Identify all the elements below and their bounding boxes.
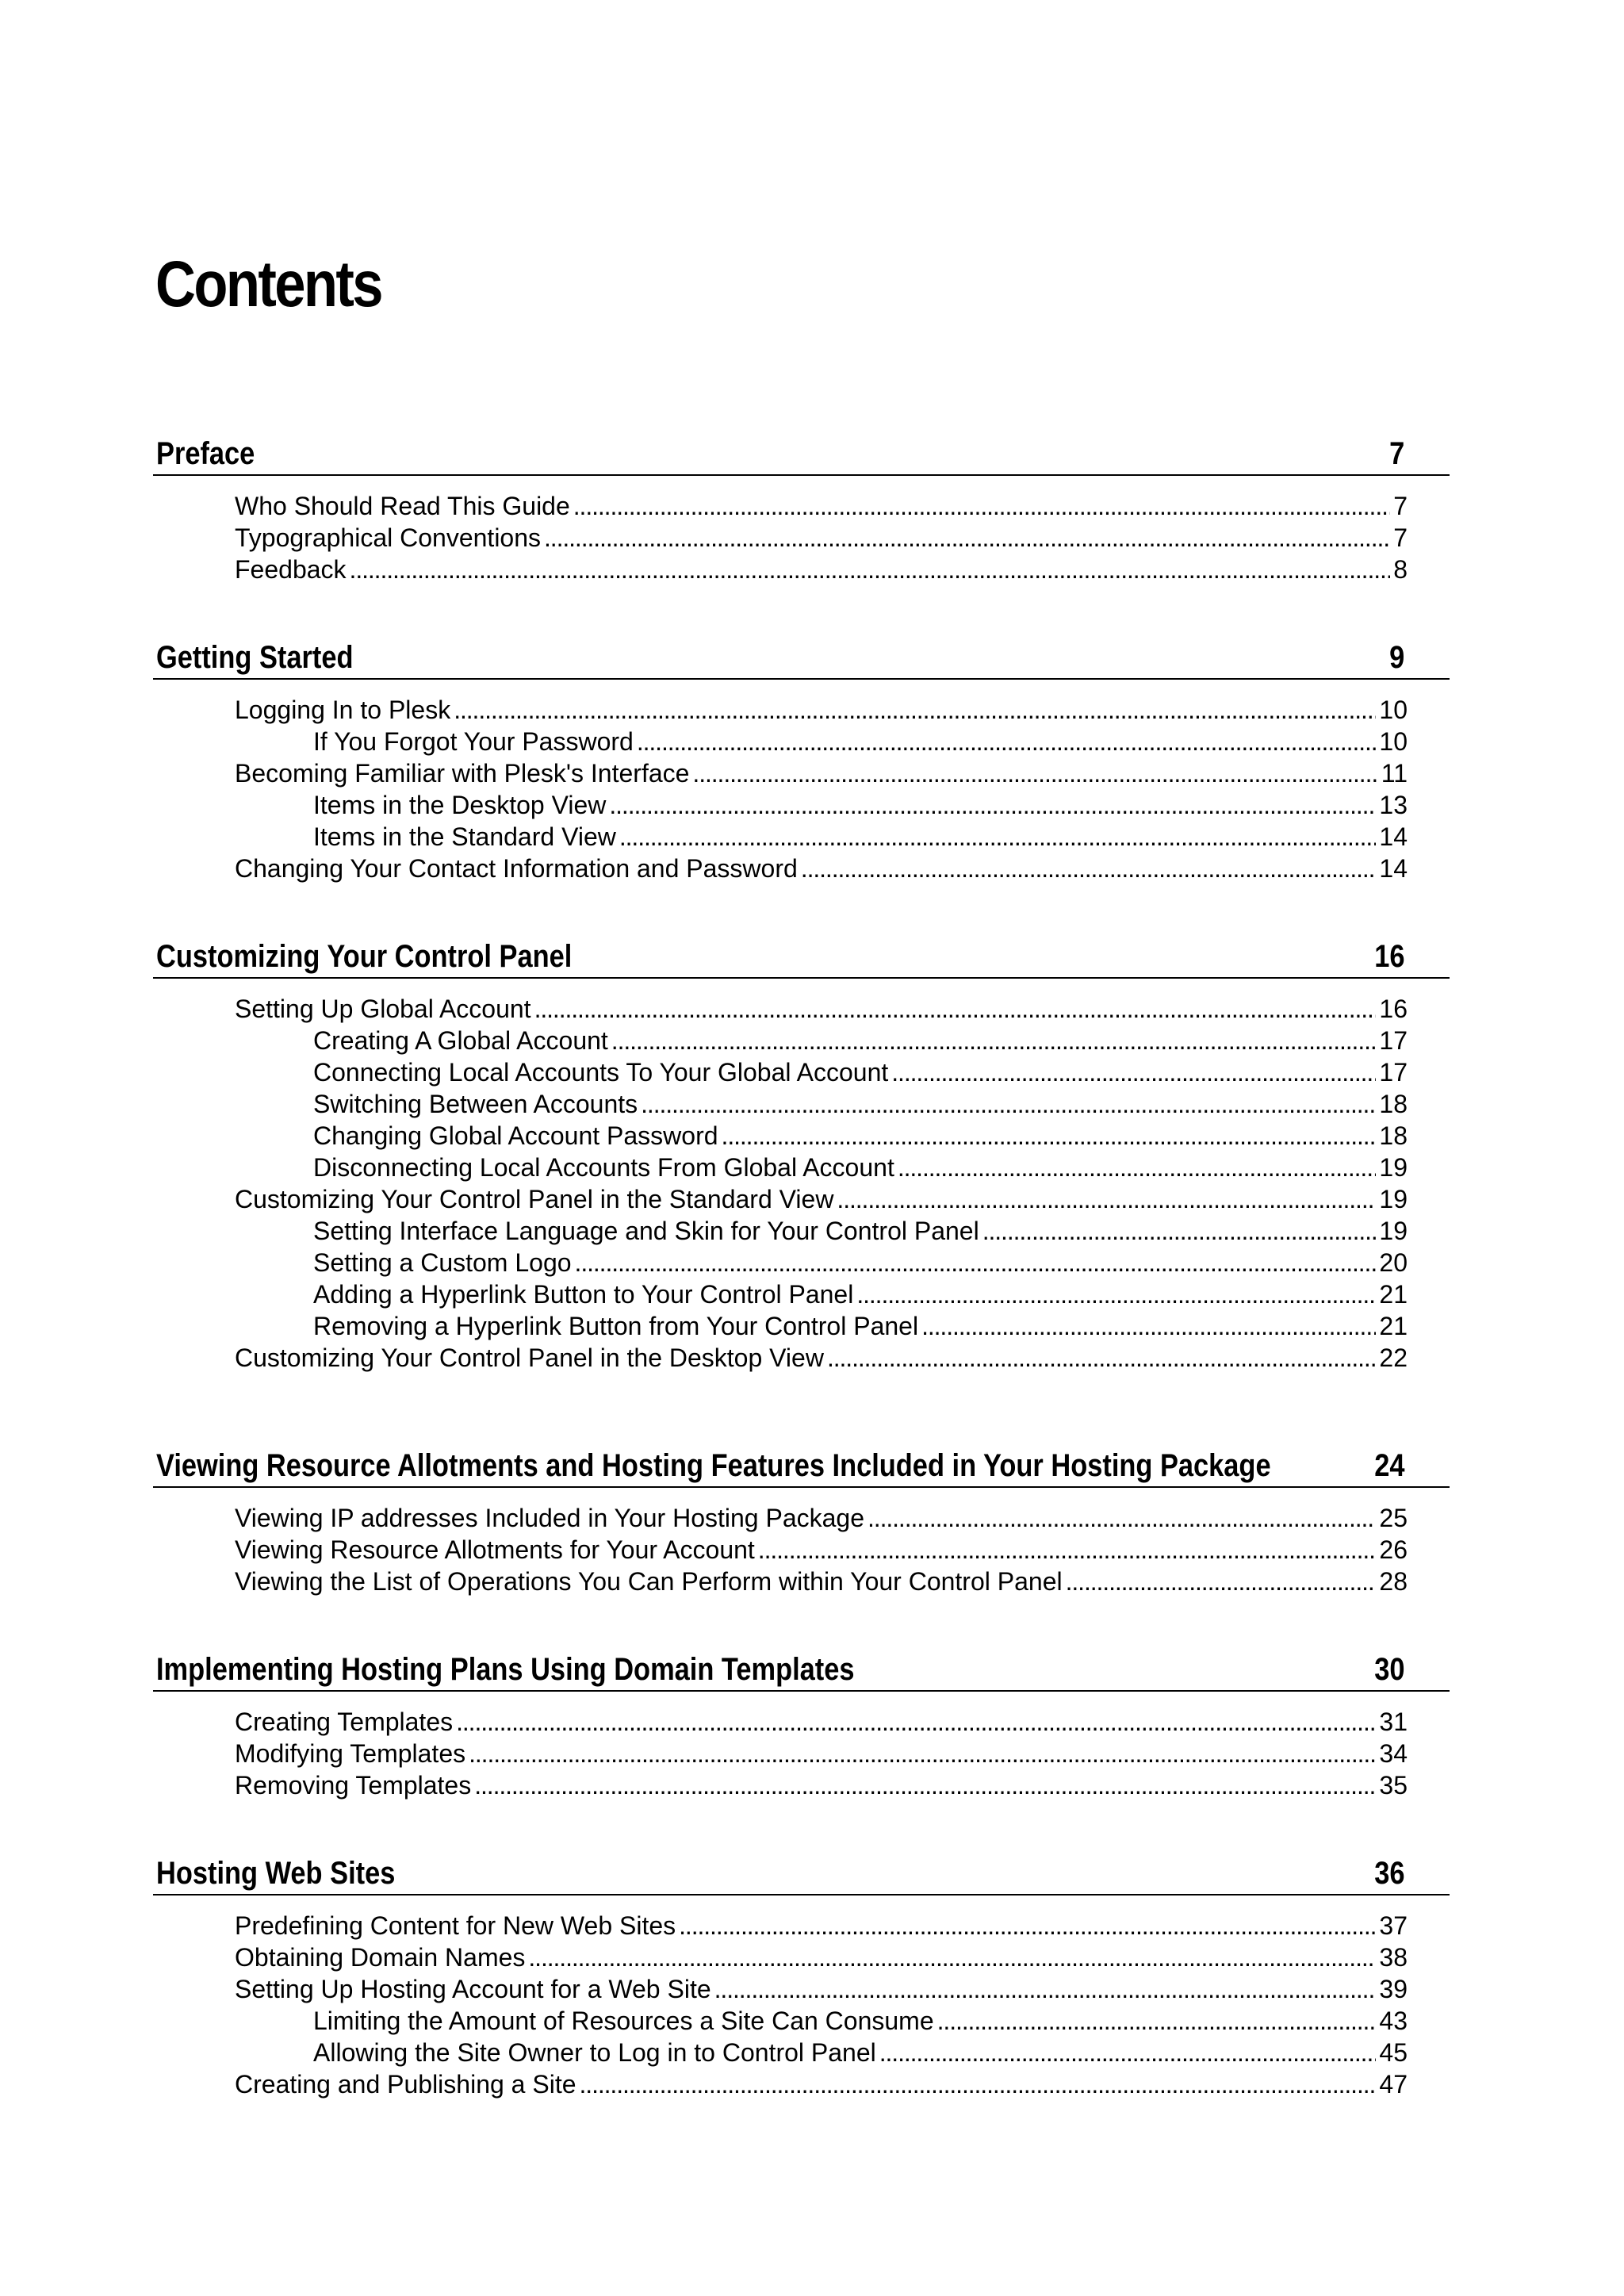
toc-entry-page-number: 8	[1393, 555, 1408, 584]
toc-entry-label: If You Forgot Your Password	[313, 727, 634, 756]
dot-leader	[692, 757, 1377, 789]
toc-entry-page-number: 14	[1379, 854, 1408, 883]
toc-entry[interactable]	[153, 757, 1408, 789]
toc-entry[interactable]	[153, 789, 1408, 821]
toc-entry-label: Setting Up Hosting Account for a Web Site	[235, 1975, 711, 2003]
toc-entry[interactable]	[153, 2005, 1408, 2037]
toc-entry[interactable]	[153, 1910, 1408, 1941]
toc-entry-label: Viewing the List of Operations You Can Perform within Your Control Panel	[235, 1567, 1063, 1596]
toc-entry-label: Disconnecting Local Accounts From Global Account	[313, 1153, 894, 1182]
toc-entry-page-number: 21	[1379, 1312, 1408, 1340]
toc-entry-label: Creating Templates	[235, 1708, 454, 1736]
toc-entry-label: Predefining Content for New Web Sites	[235, 1911, 676, 1940]
toc-entry-label: Customizing Your Control Panel in the Desktop View	[235, 1343, 824, 1372]
section-title: Viewing Resource Allotments and Hosting Features Included in Your Hosting Package	[156, 1448, 1271, 1483]
toc-entry-label: Connecting Local Accounts To Your Global Account	[313, 1058, 889, 1087]
toc-entry-page-number: 19	[1379, 1153, 1408, 1182]
toc-entry-label: Setting a Custom Logo	[313, 1248, 572, 1277]
dot-leader	[350, 554, 1391, 585]
toc-entry-page-number: 17	[1379, 1058, 1408, 1087]
toc-entry-label: Logging In to Plesk	[235, 696, 451, 724]
section-page-number: 30	[1373, 1652, 1404, 1687]
toc-entry-page-number: 13	[1379, 791, 1408, 819]
dot-leader	[534, 993, 1377, 1025]
toc-entry[interactable]	[153, 1941, 1408, 1973]
dot-leader	[921, 1310, 1376, 1342]
dot-leader	[619, 821, 1377, 853]
toc-entry[interactable]	[153, 694, 1408, 726]
toc-entry-page-number: 16	[1379, 995, 1408, 1023]
dot-leader	[714, 1973, 1377, 2005]
toc-entry[interactable]	[153, 1120, 1408, 1152]
dot-leader	[679, 1910, 1376, 1941]
toc-entry[interactable]	[153, 522, 1408, 554]
section-title: Preface	[156, 436, 255, 471]
toc-entry-label: Allowing the Site Owner to Log in to Control Panel	[313, 2038, 876, 2067]
toc-entry-label: Changing Your Contact Information and Password	[235, 854, 798, 883]
toc-entry[interactable]	[153, 1247, 1408, 1278]
toc-entry[interactable]	[153, 1152, 1408, 1183]
toc-entry[interactable]	[153, 1342, 1408, 1374]
dot-leader	[827, 1342, 1376, 1374]
toc-entry-page-number: 21	[1379, 1280, 1408, 1309]
toc-entry-label: Removing a Hyperlink Button from Your Control Panel	[313, 1312, 919, 1340]
dot-leader	[837, 1183, 1376, 1215]
toc-entry-page-number: 20	[1379, 1248, 1408, 1277]
dot-leader	[982, 1215, 1377, 1247]
dot-leader	[891, 1056, 1376, 1088]
toc-entry[interactable]	[153, 1056, 1408, 1088]
dot-leader	[454, 694, 1376, 726]
toc-entry-page-number: 31	[1379, 1708, 1408, 1736]
toc-section-getting-started	[153, 631, 1450, 884]
dot-leader	[575, 1247, 1377, 1278]
section-page-number: 7	[1388, 436, 1404, 471]
toc-entry-page-number: 19	[1379, 1217, 1408, 1245]
toc-entry-label: Who Should Read This Guide	[235, 492, 570, 520]
toc-entry[interactable]	[153, 490, 1408, 522]
toc-entry-page-number: 17	[1379, 1026, 1408, 1055]
section-heading[interactable]	[153, 631, 1450, 680]
toc-entry-label: Obtaining Domain Names	[235, 1943, 526, 1972]
toc-entry[interactable]	[153, 1769, 1408, 1801]
dot-leader	[722, 1120, 1377, 1152]
toc-entry[interactable]	[153, 1706, 1408, 1738]
toc-entry-page-number: 35	[1379, 1771, 1408, 1800]
toc-entry-label: Creating A Global Account	[313, 1026, 608, 1055]
toc-entry-label: Customizing Your Control Panel in the Standard View	[235, 1185, 834, 1213]
toc-entry-label: Adding a Hyperlink Button to Your Control Panel	[313, 1280, 854, 1309]
dot-leader	[456, 1706, 1376, 1738]
toc-entry[interactable]	[153, 1215, 1408, 1247]
toc-entry[interactable]	[153, 1973, 1408, 2005]
section-title: Getting Started	[156, 640, 354, 675]
toc-entry-label: Switching Between Accounts	[313, 1090, 638, 1118]
page-title: Contents	[155, 248, 381, 320]
toc-section-hosting-web-sites	[153, 1846, 1450, 2100]
toc-entry-label: Viewing IP addresses Included in Your Hosting Package	[235, 1504, 865, 1532]
toc-entry[interactable]	[153, 1310, 1408, 1342]
toc-entry-page-number: 10	[1379, 727, 1408, 756]
dot-leader	[609, 789, 1376, 821]
toc-entry[interactable]	[153, 2037, 1408, 2068]
toc-entry[interactable]	[153, 993, 1408, 1025]
toc-entry[interactable]	[153, 853, 1408, 884]
toc-entry-page-number: 7	[1393, 523, 1408, 552]
toc-entry-label: Items in the Desktop View	[313, 791, 607, 819]
dot-leader	[937, 2005, 1377, 2037]
section-heading[interactable]	[153, 1439, 1450, 1488]
section-heading[interactable]	[153, 427, 1450, 476]
toc-entry-page-number: 22	[1379, 1343, 1408, 1372]
toc-entry-page-number: 18	[1379, 1090, 1408, 1118]
dot-leader	[856, 1278, 1376, 1310]
dot-leader	[758, 1534, 1377, 1566]
dot-leader	[868, 1502, 1376, 1534]
toc-entry[interactable]	[153, 2068, 1408, 2100]
toc-entry-page-number: 37	[1379, 1911, 1408, 1940]
dot-leader	[573, 490, 1390, 522]
toc-entry-label: Items in the Standard View	[313, 822, 616, 851]
toc-entry[interactable]	[153, 1025, 1408, 1056]
toc-entry[interactable]	[153, 1088, 1408, 1120]
dot-leader	[544, 522, 1390, 554]
section-title: Customizing Your Control Panel	[156, 939, 573, 974]
dot-leader	[879, 2037, 1377, 2068]
toc-entry-page-number: 19	[1379, 1185, 1408, 1213]
toc-section-viewing-resources	[153, 1439, 1450, 1597]
dot-leader	[469, 1738, 1376, 1769]
dot-leader	[637, 726, 1377, 757]
toc-entry[interactable]	[153, 1566, 1408, 1597]
dot-leader	[528, 1941, 1376, 1973]
toc-entry[interactable]	[153, 1534, 1408, 1566]
dot-leader	[641, 1088, 1376, 1120]
toc-entry[interactable]	[153, 821, 1408, 853]
toc-entry-label: Becoming Familiar with Plesk's Interface	[235, 759, 690, 788]
toc-section-domain-templates	[153, 1642, 1450, 1801]
toc-entry-label: Changing Global Account Password	[313, 1121, 718, 1150]
toc-entry-label: Setting Interface Language and Skin for Your Control Panel	[313, 1217, 979, 1245]
toc-entry[interactable]	[153, 1738, 1408, 1769]
toc-entry-label: Creating and Publishing a Site	[235, 2070, 576, 2099]
toc-entry-page-number: 26	[1379, 1535, 1408, 1564]
toc-entry-page-number: 10	[1379, 696, 1408, 724]
toc-entry-label: Limiting the Amount of Resources a Site Can Consume	[313, 2007, 934, 2035]
toc-entry-label: Viewing Resource Allotments for Your Account	[235, 1535, 755, 1564]
toc-entry[interactable]	[153, 1502, 1408, 1534]
toc-entry-page-number: 45	[1379, 2038, 1408, 2067]
toc-entry-page-number: 39	[1379, 1975, 1408, 2003]
section-page-number: 9	[1388, 640, 1404, 675]
toc-entry-page-number: 28	[1379, 1567, 1408, 1596]
section-heading[interactable]	[153, 1642, 1450, 1692]
dot-leader	[1066, 1566, 1377, 1597]
toc-entry[interactable]	[153, 1278, 1408, 1310]
section-page-number: 24	[1373, 1448, 1404, 1483]
toc-entry-page-number: 18	[1379, 1121, 1408, 1150]
toc-entry-page-number: 25	[1379, 1504, 1408, 1532]
dot-leader	[611, 1025, 1377, 1056]
toc-entry-page-number: 14	[1379, 822, 1408, 851]
toc-entry-label: Typographical Conventions	[235, 523, 542, 552]
dot-leader	[580, 2068, 1377, 2100]
section-page-number: 36	[1373, 1856, 1404, 1891]
toc-entry-label: Removing Templates	[235, 1771, 472, 1800]
section-page-number: 16	[1373, 939, 1404, 974]
section-title: Implementing Hosting Plans Using Domain Templates	[156, 1652, 855, 1687]
toc-entry-label: Feedback	[235, 555, 347, 584]
toc-entry[interactable]	[153, 554, 1408, 585]
toc-entry-page-number: 11	[1381, 759, 1408, 788]
toc-entry-page-number: 38	[1379, 1943, 1408, 1972]
toc-entry[interactable]	[153, 1183, 1408, 1215]
toc-entry[interactable]	[153, 726, 1408, 757]
dot-leader	[474, 1769, 1376, 1801]
toc-entry-page-number: 7	[1393, 492, 1408, 520]
section-title: Hosting Web Sites	[156, 1856, 396, 1891]
section-heading[interactable]	[153, 930, 1450, 979]
toc-entry-page-number: 34	[1379, 1739, 1408, 1768]
toc-entry-page-number: 43	[1379, 2007, 1408, 2035]
toc-entry-label: Setting Up Global Account	[235, 995, 531, 1023]
toc-entry-label: Modifying Templates	[235, 1739, 466, 1768]
toc-entry-page-number: 47	[1379, 2070, 1408, 2099]
toc-section-customizing	[153, 930, 1450, 1374]
toc-section-preface	[153, 427, 1450, 585]
dot-leader	[898, 1152, 1377, 1183]
dot-leader	[801, 853, 1377, 884]
section-heading[interactable]	[153, 1846, 1450, 1895]
